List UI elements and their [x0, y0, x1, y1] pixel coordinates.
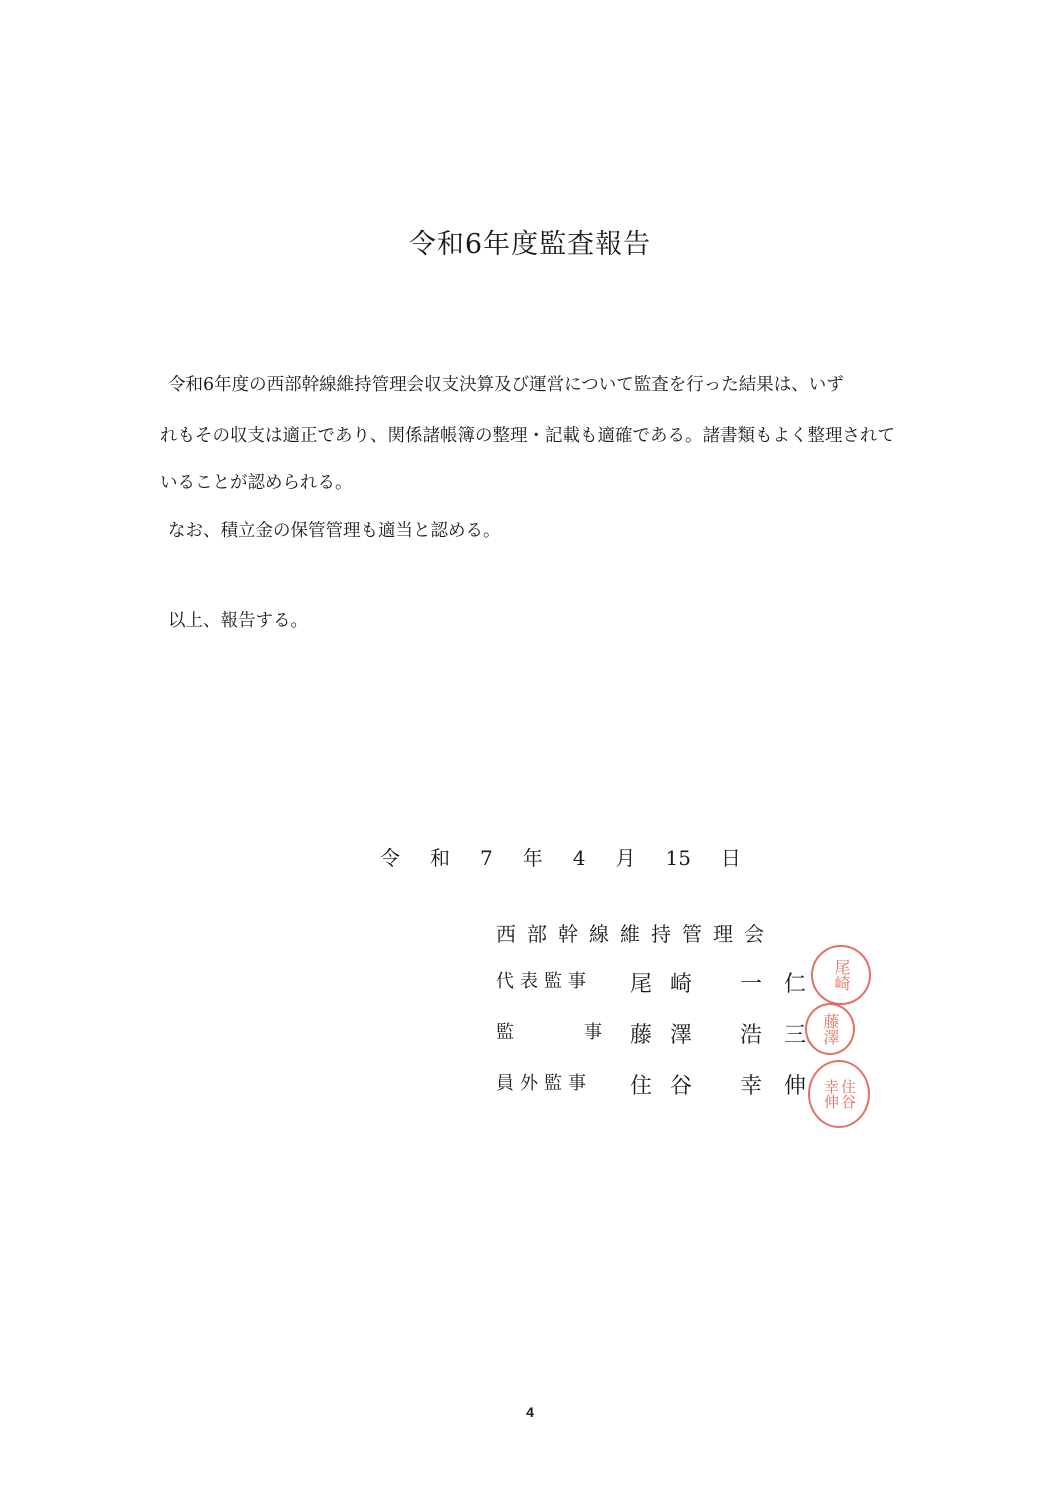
date-day: 15 — [665, 846, 691, 870]
paragraph-line-2: れもその収支は適正であり、関係諸帳簿の整理・記載も適確である。諸書類もよく整理されて — [160, 426, 895, 446]
signatory-role-left: 監 — [496, 1022, 514, 1043]
signatory-given-name: 一仁 — [740, 972, 829, 997]
seal-stamp-3 — [808, 1060, 870, 1128]
signatory-role-right: 事 — [584, 1022, 602, 1043]
seal-stamp-2 — [805, 1003, 855, 1055]
signatory-surname: 藤澤 — [630, 1023, 711, 1048]
date-month: 4 — [572, 846, 586, 870]
seal-stamp-text: 藤澤 — [821, 1013, 840, 1045]
signatory-role: 代表監事 — [496, 971, 592, 992]
signatory-role: 員外監事 — [496, 1073, 592, 1094]
date-month-unit: 月 — [615, 846, 636, 870]
date-day-unit: 日 — [720, 846, 741, 870]
signatory-given-name: 浩三 — [740, 1023, 829, 1048]
closing-line: 以上、報告する。 — [168, 611, 308, 631]
paragraph-line-1: 令和6年度の西部幹線維持管理会収支決算及び運営について監査を行った結果は、いず — [168, 375, 844, 395]
paragraph-line-4: なお、積立金の保管管理も適当と認める。 — [168, 521, 501, 541]
signatory-row-3 — [496, 1069, 829, 1099]
signatory-row-2 — [496, 1018, 829, 1048]
document-title: 令和6年度監査報告 — [408, 229, 652, 260]
page-number: 4 — [526, 1404, 534, 1420]
seal-stamp-1 — [811, 945, 871, 1005]
signatory-row-1 — [496, 967, 829, 997]
signatory-given-name: 幸伸 — [740, 1074, 829, 1099]
organization-name: 西部幹線維持管理会 — [496, 922, 775, 946]
date-era-1: 令 — [380, 846, 400, 870]
paragraph-line-3: いることが認められる。 — [160, 473, 353, 493]
seal-stamp-text: 住谷幸伸 — [822, 1079, 857, 1109]
signatory-surname: 尾崎 — [630, 972, 711, 997]
seal-stamp-text: 尾崎 — [832, 959, 851, 991]
date-era-2: 和 — [430, 846, 450, 870]
report-date — [380, 842, 741, 871]
signatory-surname: 住谷 — [630, 1074, 711, 1099]
date-year: 7 — [480, 846, 493, 870]
date-year-unit: 年 — [522, 846, 543, 870]
